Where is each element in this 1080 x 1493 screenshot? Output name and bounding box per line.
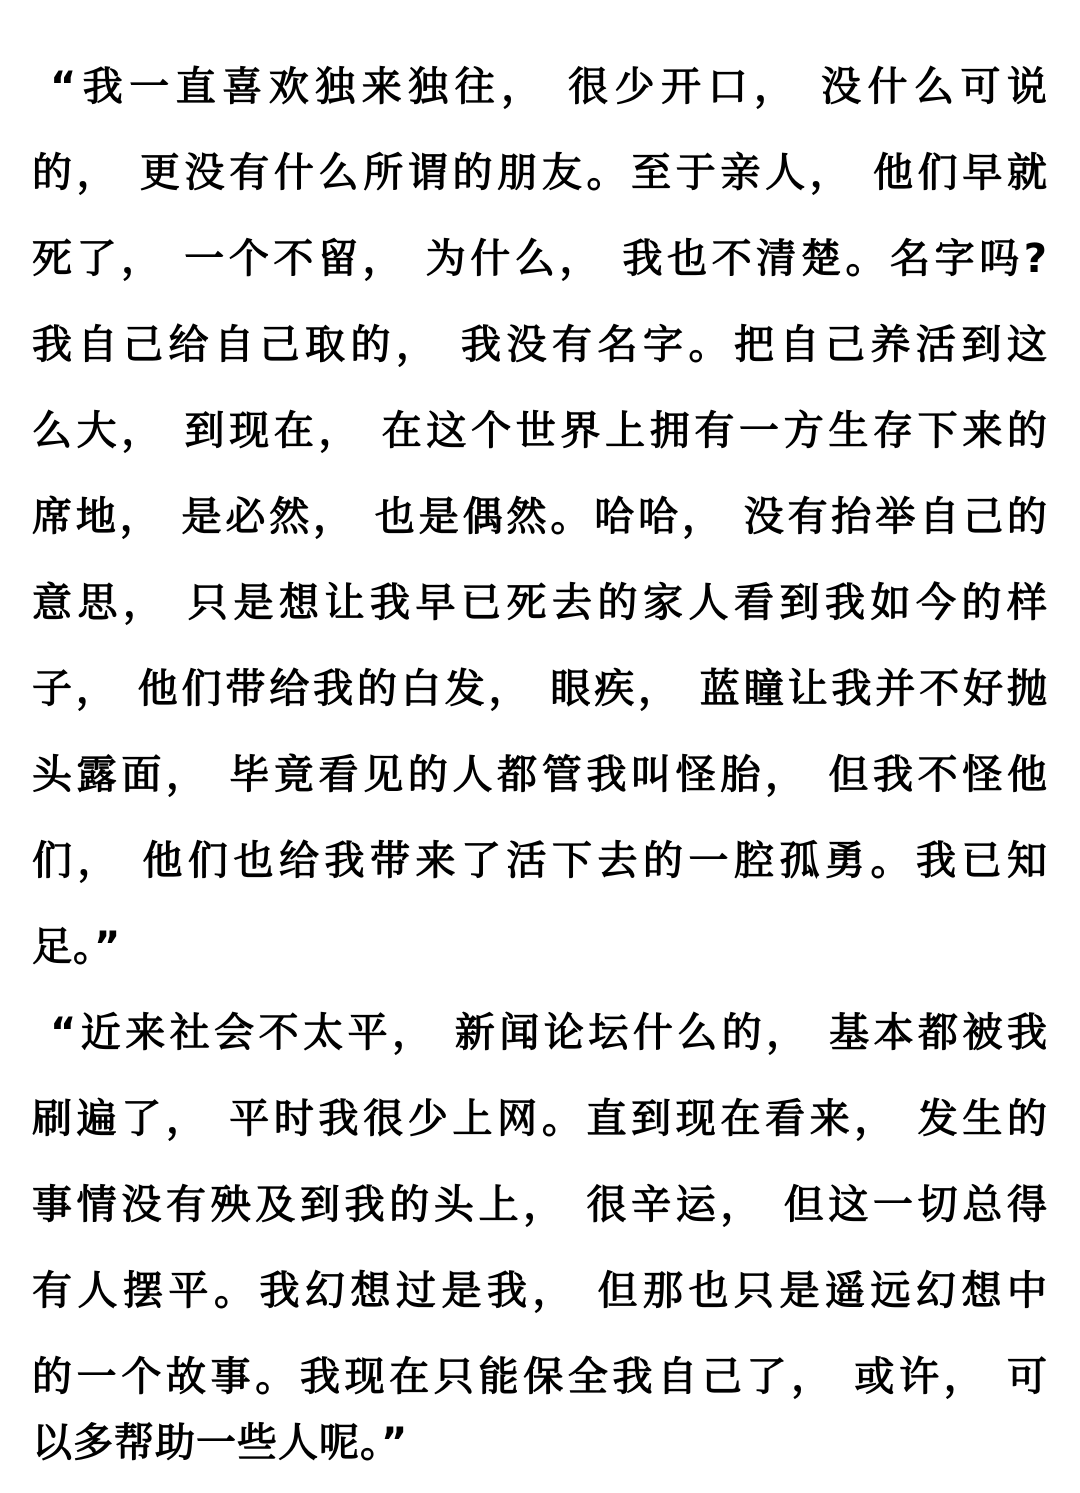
paragraph-2-line-5: 的一个故事。我现在只能保全我自己了， 或许， 可 — [32, 1354, 1048, 1400]
paragraph-1-line-5: 么大， 到现在， 在这个世界上拥有一方生存下来的 — [32, 408, 1048, 454]
paragraph-1-line-9: 头露面， 毕竟看见的人都管我叫怪胎， 但我不怪他 — [32, 752, 1048, 798]
paragraph-2-line-4: 有人摆平。我幻想过是我， 但那也只是遥远幻想中 — [32, 1268, 1048, 1314]
paragraph-1-line-10: 们， 他们也给我带来了活下去的一腔孤勇。我已知 — [32, 838, 1048, 884]
paragraph-1-line-8: 子， 他们带给我的白发， 眼疾， 蓝瞳让我并不好抛 — [32, 666, 1048, 712]
paragraph-2-line-1: “近来社会不太平， 新闻论坛什么的， 基本都被我 — [50, 1010, 1048, 1056]
paragraph-1-line-2: 的， 更没有什么所谓的朋友。至于亲人， 他们早就 — [32, 150, 1048, 196]
paragraph-2-line-3: 事情没有殃及到我的头上， 很辛运， 但这一切总得 — [32, 1182, 1048, 1228]
paragraph-1-line-7: 意思， 只是想让我早已死去的家人看到我如今的样 — [32, 580, 1048, 626]
paragraph-1-line-1: “我一直喜欢独来独往， 很少开口， 没什么可说 — [50, 64, 1048, 110]
paragraph-1-line-3: 死了， 一个不留， 为什么， 我也不清楚。名字吗? — [32, 236, 1048, 282]
paragraph-1-line-6: 席地， 是必然， 也是偶然。哈哈， 没有抬举自己的 — [32, 494, 1048, 540]
paragraph-2-line-6: 以多帮助一些人呢。” — [32, 1420, 409, 1466]
paragraph-2-line-2: 刷遍了， 平时我很少上网。直到现在看来， 发生的 — [32, 1096, 1048, 1142]
paragraph-1-line-4: 我自己给自己取的， 我没有名字。把自己养活到这 — [32, 322, 1048, 368]
paragraph-1-line-11: 足。” — [32, 924, 122, 970]
